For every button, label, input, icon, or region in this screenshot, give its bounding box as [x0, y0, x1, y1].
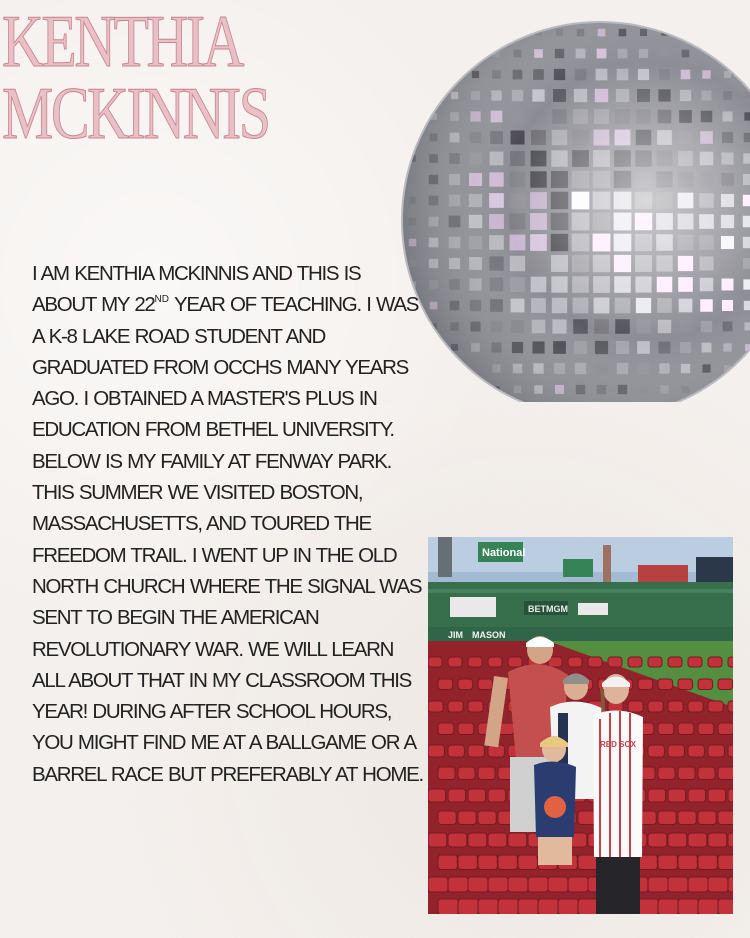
ordinal-suffix: ND — [154, 294, 169, 306]
disco-ball-image — [400, 12, 750, 402]
betmgm-sign: BETMGM — [528, 604, 568, 614]
title-first-name: KENTHIA — [2, 1, 243, 83]
bio-text: I AM KENTHIA MCKINNIS AND THIS IS ABOUT MY 22ND YEAR OF TEACHING. I WAS A K-8 LAKE ROAD STUDENT AND GRADUATED FROM OCCHS MANY YEARS AGO. I OBTAINED A MASTER'S PLUS IN EDUCATION FROM BETHEL UNIVERSITY. BELOW IS MY FAMILY AT FENWAY PARK. THIS SUMMER WE VISITED BOSTON, MASSACHUSETTS, AND TOURED THE FREEDOM TRAIL. I WENT UP IN THE OLD NORTH CHURCH WHERE THE SIGNAL WAS SENT TO BEGIN THE AMERICAN REVOLUTIONARY WAR. WE WILL LEARN ALL ABOUT THAT IN MY CLASSROOM THIS YEAR! DURING AFTER SCHOOL HOURS, YOU MIGHT FIND ME AT A BALLGAME OR A BARREL RACE BUT PREFERABLY AT HOME. — [32, 262, 423, 786]
national-sign: National — [482, 547, 526, 559]
jersey-text: RED SOX — [600, 740, 637, 749]
family-photo — [428, 537, 733, 914]
jim-sign: JIM — [448, 630, 464, 640]
title-last-name: MCKINNIS — [2, 73, 269, 155]
mason-sign: MASON — [472, 630, 506, 640]
page-title — [2, 1, 269, 155]
